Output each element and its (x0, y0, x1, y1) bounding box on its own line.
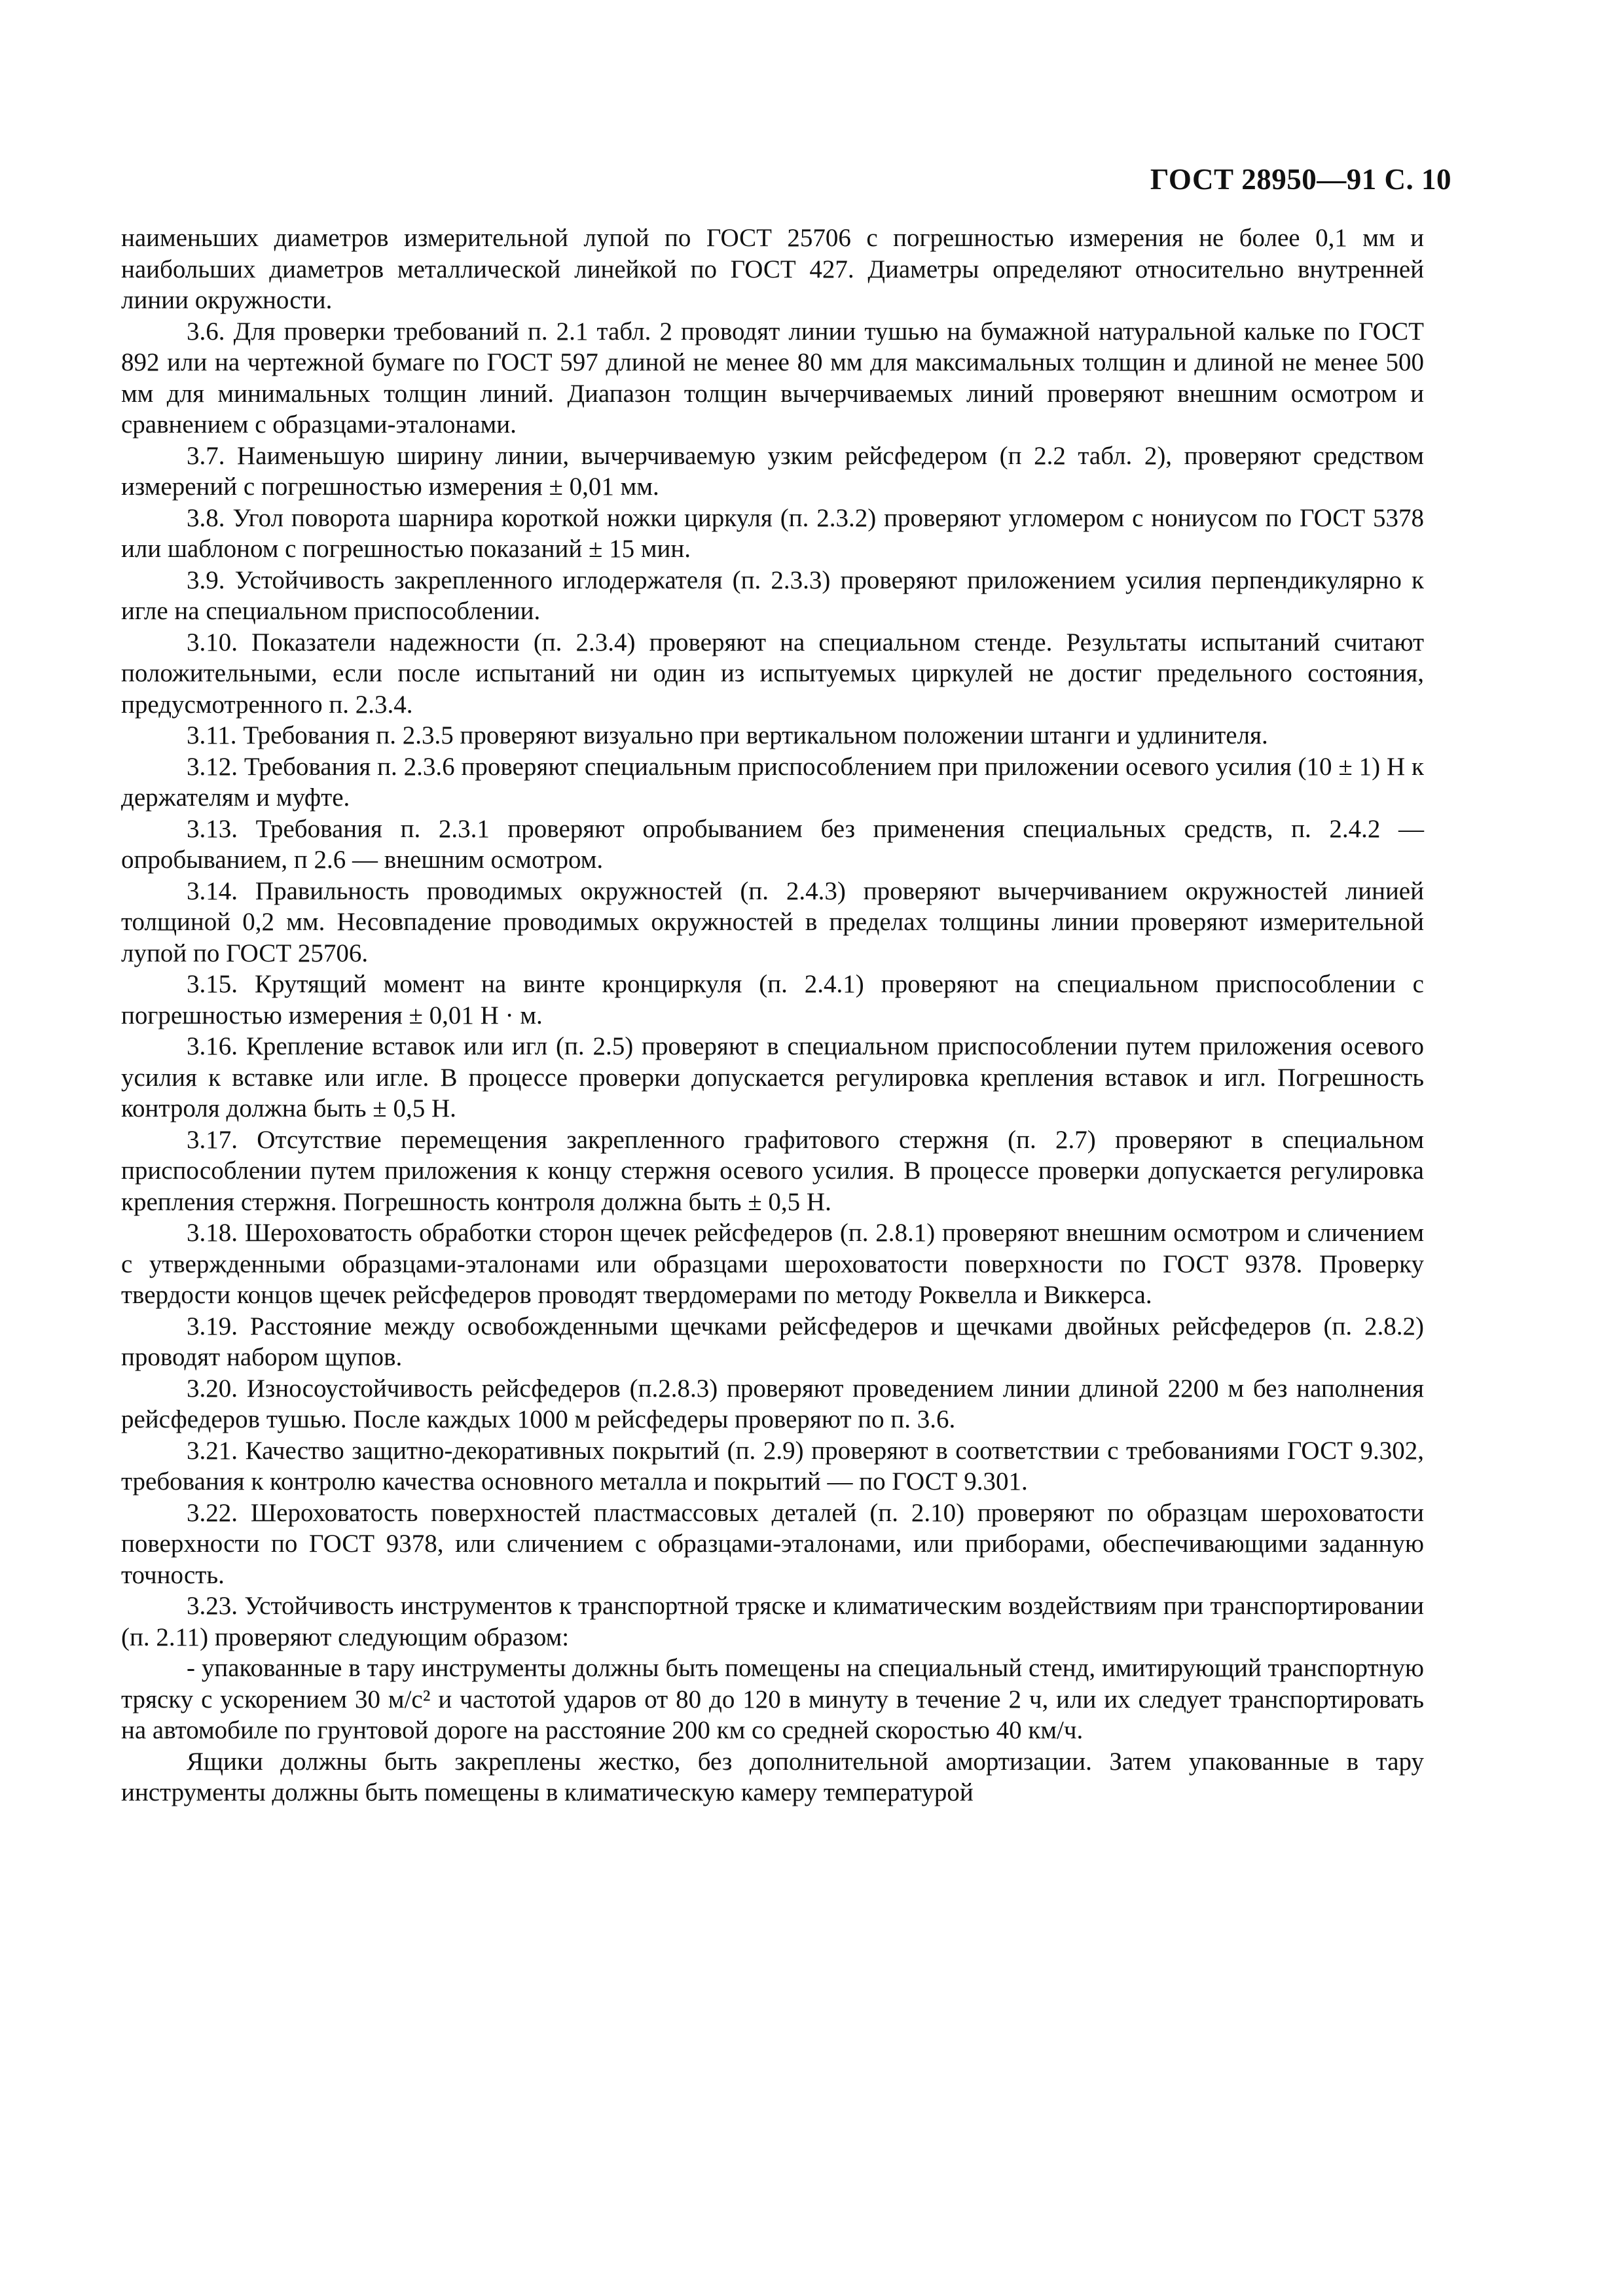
paragraph-3-18: 3.18. Шероховатость обработки сторон щечек рейсфедеров (п. 2.8.1) проверяют внешним осмотром и сличением с утвержденными образцами-эталонами или образцами шероховатости поверхности по ГОСТ 9378. Проверку твердости концов щечек рейсфедеров проводят твердомерами по методу Роквелла и Виккерса. (121, 1219, 1424, 1309)
paragraph-3-22: 3.22. Шероховатость поверхностей пластмассовых деталей (п. 2.10) проверяют по образцам шероховатости поверхности по ГОСТ 9378, или сличением с образцами-эталонами, или приборами, обеспечивающими заданную точность. (121, 1498, 1424, 1589)
paragraph-3-11: 3.11. Требования п. 2.3.5 проверяют визуально при вертикальном положении штанги и удлинителя. (187, 721, 1268, 749)
paragraph-3-20: 3.20. Износоустойчивость рейсфедеров (п.2.8.3) проверяют проведением линии длиной 2200 м без наполнения рейсфедеров тушью. После каждых 1000 м рейсфедеры проверяют по п. 3.6. (121, 1374, 1424, 1433)
paragraph-3-9: 3.9. Устойчивость закрепленного иглодержателя (п. 2.3.3) проверяют приложением усилия перпендикулярно к игле на специальном приспособлении. (121, 565, 1424, 625)
paragraph-3-13: 3.13. Требования п. 2.3.1 проверяют опробыванием без применения специальных средств, п. 2.4.2 — опробыванием, п 2.6 — внешним осмотром. (121, 814, 1424, 874)
paragraph-3-6: 3.6. Для проверки требований п. 2.1 табл. 2 проводят линии тушью на бумажной натуральной кальке по ГОСТ 892 или на чертежной бумаге по ГОСТ 597 длиной не менее 80 мм для максимальных толщин и длиной не менее 500 мм для минимальных толщин линий. Диапазон толщин вычерчиваемых линий проверяют внешним осмотром и сравнением с образцами-эталонами. (121, 317, 1424, 439)
paragraph-3-19: 3.19. Расстояние между освобожденными щечками рейсфедеров и щечками двойных рейсфедеров (п. 2.8.2) проводят набором щупов. (121, 1312, 1424, 1371)
paragraph-3-8: 3.8. Угол поворота шарнира короткой ножки циркуля (п. 2.3.2) проверяют угломером с нониусом по ГОСТ 5378 или шаблоном с погрешностью показаний ± 15 мин. (121, 503, 1424, 563)
paragraph-3-7: 3.7. Наименьшую ширину линии, вычерчиваемую узким рейсфедером (п 2.2 табл. 2), проверяют средством измерений с погрешностью измерения ± 0,01 мм. (121, 441, 1424, 501)
page-header: ГОСТ 28950—91 С. 10 (1150, 163, 1451, 196)
paragraph-3-10: 3.10. Показатели надежности (п. 2.3.4) проверяют на специальном стенде. Результаты испытаний считают положительными, если после испытаний ни один из испытуемых циркулей не достиг предельного состояния, предусмотренного п. 2.3.4. (121, 628, 1424, 719)
paragraph-3-23: 3.23. Устойчивость инструментов к транспортной тряске и климатическим воздействиям при транспортировании (п. 2.11) проверяют следующим образом: (121, 1592, 1424, 1651)
paragraph-3-15: 3.15. Крутящий момент на винте кронциркуля (п. 2.4.1) проверяют на специальном приспособлении с погрешностью измерения ± 0,01 Н · м. (121, 970, 1424, 1030)
paragraph-3-17: 3.17. Отсутствие перемещения закрепленного графитового стержня (п. 2.7) проверяют в специальном приспособлении путем приложения к концу стержня осевого усилия. В процессе проверки допускается регулировка крепления стержня. Погрешность контроля должна быть ± 0,5 Н. (121, 1125, 1424, 1216)
paragraph-3-12: 3.12. Требования п. 2.3.6 проверяют специальным приспособлением при приложении осевого усилия (10 ± 1) Н к держателям и муфте. (121, 752, 1424, 812)
document-body (121, 223, 1424, 1808)
paragraph-continuation: наименьших диаметров измерительной лупой по ГОСТ 25706 с погрешностью измерения не более 0,1 мм и наибольших диаметров металлической линейкой по ГОСТ 427. Диаметры определяют относительно внутренней линии окружности. (121, 224, 1424, 314)
paragraph-3-16: 3.16. Крепление вставок или игл (п. 2.5) проверяют в специальном приспособлении путем приложения осевого усилия к вставке или игле. В процессе проверки допускается регулировка крепления вставок и игл. Погрешность контроля должна быть ± 0,5 Н. (121, 1032, 1424, 1122)
paragraph-boxes: Ящики должны быть закреплены жестко, без дополнительной амортизации. Затем упакованные в тару инструменты должны быть помещены в климатическую камеру температурой (121, 1747, 1424, 1806)
paragraph-3-21: 3.21. Качество защитно-декоративных покрытий (п. 2.9) проверяют в соответствии с требованиями ГОСТ 9.302, требования к контролю качества основного металла и покрытий — по ГОСТ 9.301. (121, 1436, 1424, 1496)
list-item-dash: - упакованные в тару инструменты должны быть помещены на специальный стенд, имитирующий транспортную тряску с ускорением 30 м/с² и частотой ударов от 80 до 120 в минуту в течение 2 ч, или их следует транспортировать на автомобиле по грунтовой дороге на расстояние 200 км со средней скоростью 40 км/ч. (121, 1654, 1424, 1744)
paragraph-3-14: 3.14. Правильность проводимых окружностей (п. 2.4.3) проверяют вычерчиванием окружностей линией толщиной 0,2 мм. Несовпадение проводимых окружностей в пределах толщины линии проверяют измерительной лупой по ГОСТ 25706. (121, 876, 1424, 967)
